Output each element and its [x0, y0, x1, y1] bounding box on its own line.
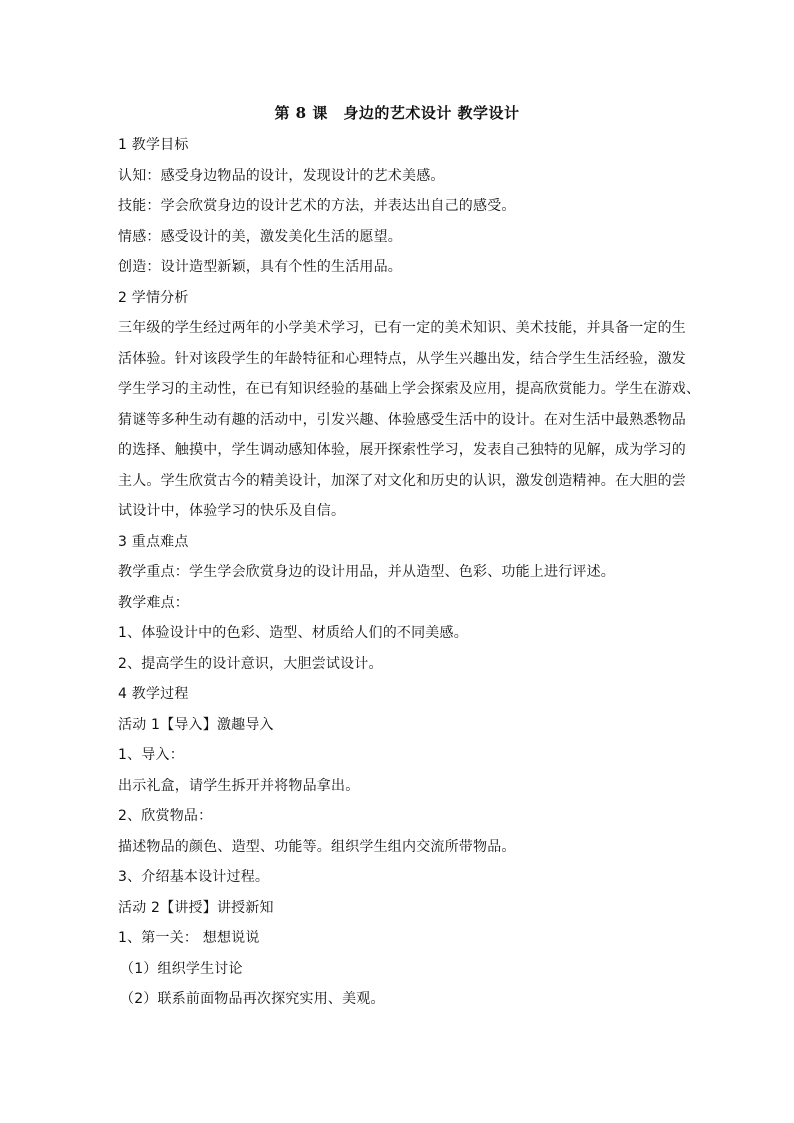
objective-cognition: 认知：感受身边物品的设计，发现设计的艺术美感。: [118, 167, 445, 184]
analysis-line: 试设计中，体验学习的快乐及自信。: [118, 503, 346, 519]
objective-emotion: 情感：感受设计的美，激发美化生活的愿望。: [118, 228, 402, 245]
analysis-line: 学生学习的主动性，在已有知识经验的基础上学会探索及应用，提高欣赏能力。学生在游戏、: [118, 381, 701, 397]
analysis-line: 活体验。针对该段学生的年龄特征和心理特点，从学生兴趣出发，结合学生生活经验，激发: [118, 350, 686, 367]
activity-1-line: 3、介绍基本设计过程。: [118, 869, 270, 885]
difficulty-label: 教学难点：: [118, 594, 189, 611]
analysis-line: 主人。学生欣赏古今的精美设计，加深了对文化和历史的认识，激发创造精神。在大胆的尝: [118, 472, 686, 489]
objective-skill: 技能：学会欣赏身边的设计艺术的方法，并表达出自己的感受。: [118, 198, 516, 214]
activity-1-line: 1、导入：: [118, 747, 184, 763]
analysis-line: 猜谜等多种生动有趣的活动中，引发兴趣、体验感受生活中的设计。在对生活中最熟悉物品: [118, 411, 686, 428]
difficulty-item: 2、提高学生的设计意识，大胆尝试设计。: [118, 655, 383, 672]
activity-2-line: （1）组织学生讨论: [120, 960, 243, 977]
document-title: 第 8 课 身边的艺术设计 教学设计: [274, 104, 520, 122]
activity-1-line: 2、欣赏物品：: [118, 808, 213, 824]
activity-2-line: 1、第一关： 想想说说: [118, 930, 260, 946]
section-heading-key-points: 3 重点难点: [118, 533, 189, 550]
activity-2-line: （2）联系前面物品再次探究实用、美观。: [120, 991, 385, 1007]
activity-1-line: 描述物品的颜色、造型、功能等。组织学生组内交流所带物品。: [118, 838, 516, 855]
section-heading-process: 4 教学过程: [118, 686, 189, 702]
activity-2-heading: 活动 2【讲授】讲授新知: [118, 899, 274, 916]
analysis-line: 三年级的学生经过两年的小学美术学习，已有一定的美术知识、美术技能，并具备一定的生: [118, 320, 686, 336]
document-body: [118, 130, 701, 1015]
key-point: 教学重点：学生学会欣赏身边的设计用品，并从造型、色彩、功能上进行评述。: [118, 564, 615, 580]
activity-1-heading: 活动 1【导入】激趣导入: [118, 716, 274, 733]
objective-creation: 创造：设计造型新颖，具有个性的生活用品。: [118, 259, 402, 275]
section-heading-analysis: 2 学情分析: [118, 289, 189, 306]
activity-1-line: 出示礼盒，请学生拆开并将物品拿出。: [118, 777, 360, 794]
difficulty-item: 1、体验设计中的色彩、造型、材质给人们的不同美感。: [118, 625, 468, 641]
analysis-line: 的选择、触摸中，学生调动感知体验，展开探索性学习，发表自己独特的见解，成为学习的: [118, 442, 686, 458]
analysis-paragraph: [118, 313, 701, 527]
section-heading-objectives: 1 教学目标: [118, 137, 189, 153]
